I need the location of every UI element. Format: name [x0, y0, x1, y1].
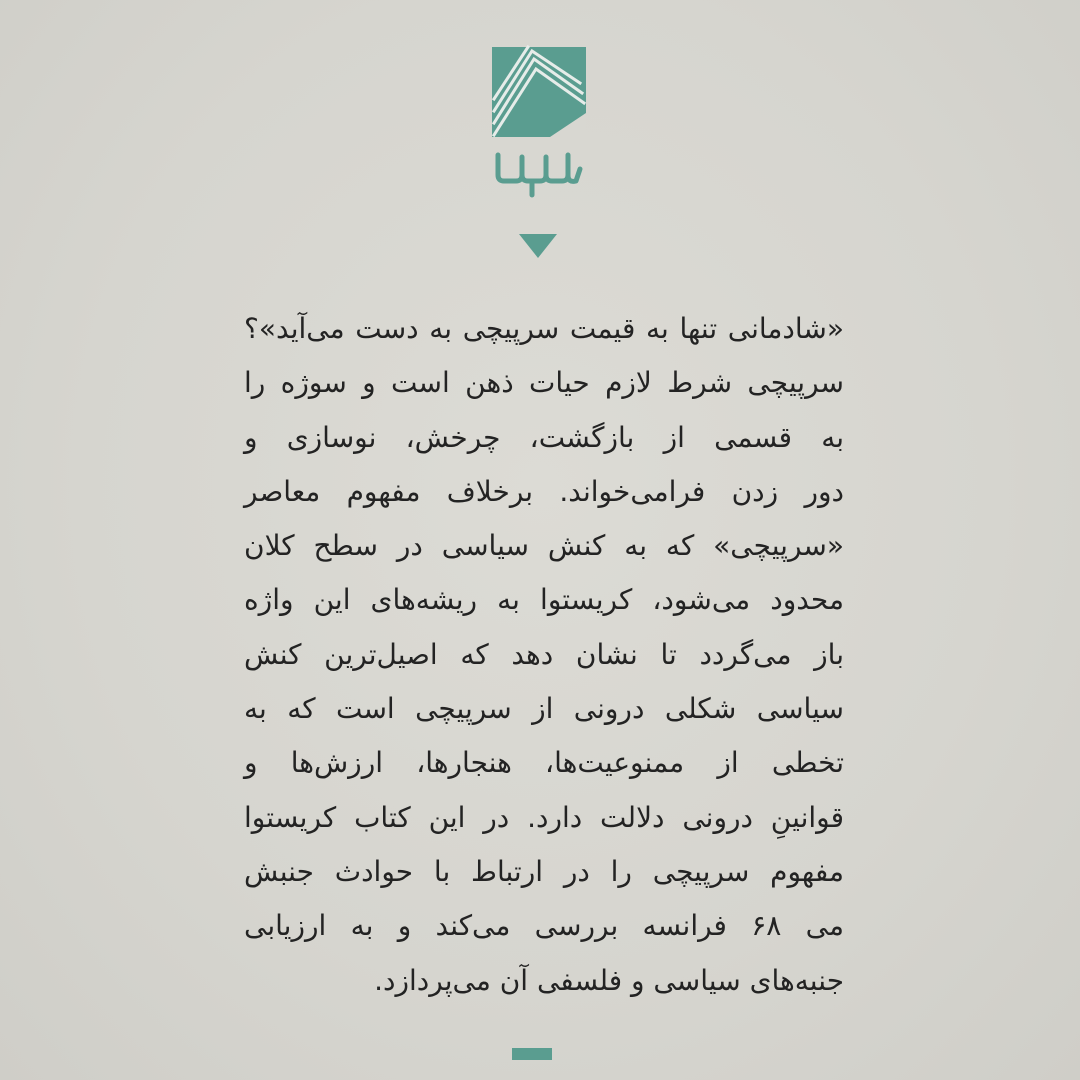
blurb-line: «سرپیچی» که به کنش سیاسی در سطح کلان — [244, 529, 844, 563]
blurb-line: محدود می‌شود، کریستوا به ریشه‌های این واژه — [244, 583, 844, 617]
back-cover-blurb — [244, 302, 844, 1008]
blurb-line: سیاسی شکلی درونی از سرپیچی است که به — [244, 692, 844, 726]
blurb-line: قوانینِ درونی دلالت دارد. در این کتاب کریستوا — [244, 800, 844, 834]
blurb-line: تخطی از ممنوعیت‌ها، هنجارها، ارزش‌ها و — [244, 746, 844, 780]
blurb-line: به قسمی از بازگشت، چرخش، نوسازی و — [244, 420, 844, 454]
bottom-divider-bar — [512, 1048, 552, 1060]
blurb-line: باز می‌گردد تا نشان دهد که اصیل‌ترین کنش — [244, 637, 844, 671]
logo-text: سوژه — [539, 197, 542, 198]
blurb-line: جنبه‌های سیاسی و فلسفی آن می‌پردازد. — [374, 963, 844, 997]
triangle-pointer-icon — [519, 234, 557, 258]
blurb-line: مفهوم سرپیچی را در ارتباط با حوادث جنبش — [244, 854, 844, 888]
blurb-line: دور زدن فرامی‌خواند. برخلاف مفهوم معاصر — [244, 474, 844, 508]
blurb-line: «شادمانی تنها به قیمت سرپیچی به دست می‌آید»؟ — [244, 312, 844, 345]
publisher-logo — [492, 47, 586, 197]
blurb-line: سرپیچی شرط لازم حیات ذهن است و سوژه را — [244, 366, 844, 400]
logo-wordmark — [498, 155, 580, 195]
blurb-line: می ۶۸ فرانسه بررسی می‌کند و به ارزیابی — [244, 909, 844, 943]
